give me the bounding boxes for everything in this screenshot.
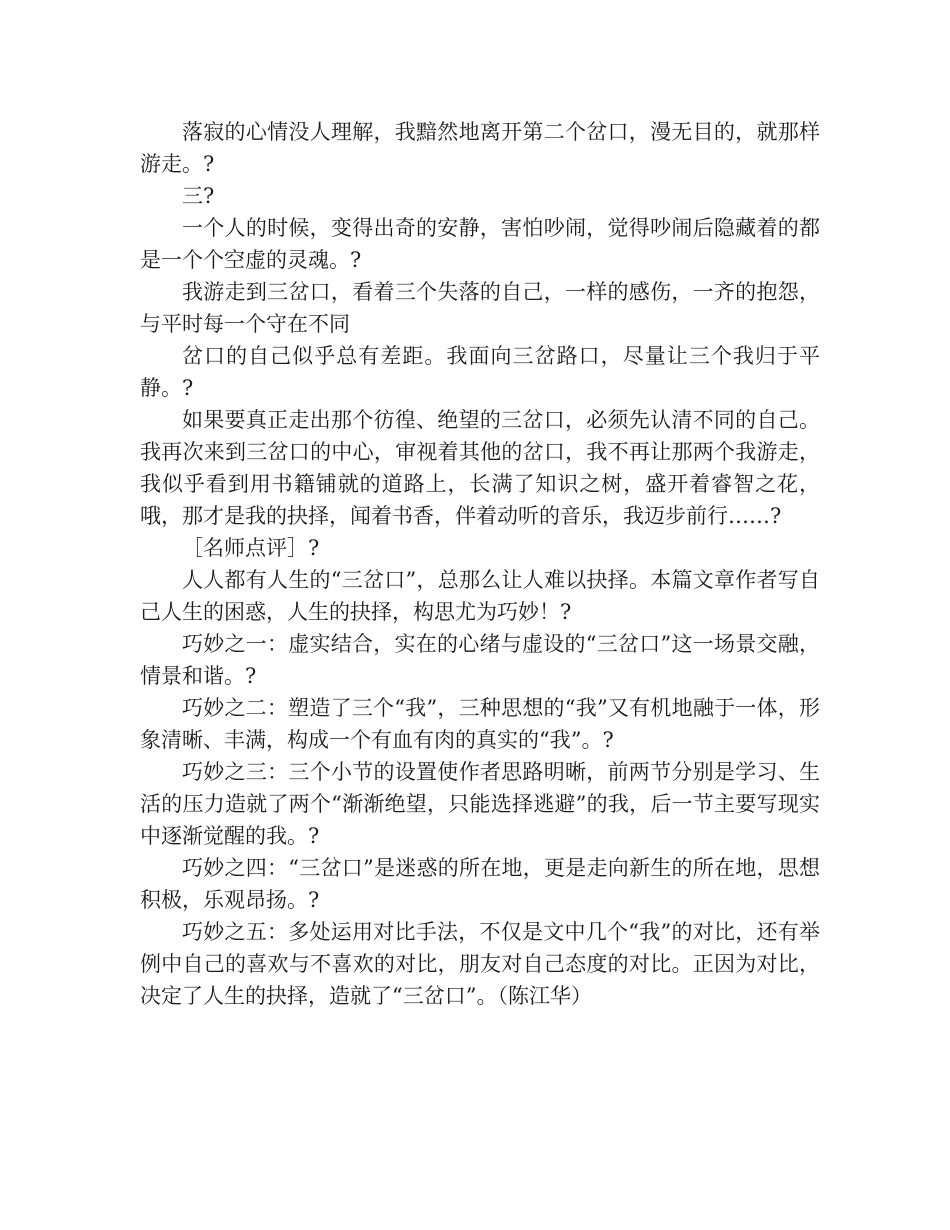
review-point-4: 巧妙之四：“三岔口”是迷惑的所在地，更是走向新生的所在地，思想积极，乐观昂扬。? [140,856,820,912]
paragraph-2: 一个人的时候，变得出奇的安静，害怕吵闹，觉得吵闹后隐藏着的都是一个个空虚的灵魂。? [140,216,820,272]
review-heading: ［名师点评］? [182,536,320,560]
paragraph-4: 岔口的自己似乎总有差距。我面向三岔路口，尽量让三个我归于平静。? [140,344,820,400]
review-point-2: 巧妙之二：塑造了三个“我”，三种思想的“我”又有机地融于一体，形象清晰、丰满，构成一个有血有肉的真实的“我”。? [140,696,820,752]
document-body [140,116,820,1012]
paragraph-5: 如果要真正走出那个彷徨、绝望的三岔口，必须先认清不同的自己。我再次来到三岔口的中心，审视着其他的岔口，我不再让那两个我游走，我似乎看到用书籍铺就的道路上，长满了知识之树，盛开着睿智之花，哦，那才是我的抉择，闻着书香，伴着动听的音乐，我迈步前行……? [140,408,820,528]
review-point-3: 巧妙之三：三个小节的设置使作者思路明晰，前两节分别是学习、生活的压力造就了两个“渐渐绝望，只能选择逃避”的我，后一节主要写现实中逐渐觉醒的我。? [140,760,820,848]
review-point-1: 巧妙之一：虚实结合，实在的心绪与虚设的“三岔口”这一场景交融，情景和谐。? [140,632,820,688]
paragraph-3: 我游走到三岔口，看着三个失落的自己，一样的感伤，一齐的抱怨，与平时每一个守在不同 [140,280,820,336]
review-point-5: 巧妙之五：多处运用对比手法，不仅是文中几个“我”的对比，还有举例中自己的喜欢与不喜欢的对比，朋友对自己态度的对比。正因为对比，决定了人生的抉择，造就了“三岔口”。（陈江华） [140,920,820,1008]
paragraph-1: 落寂的心情没人理解，我黯然地离开第二个岔口，漫无目的，就那样游走。? [140,120,820,176]
section-heading-3: 三? [182,184,215,208]
review-intro: 人人都有人生的“三岔口”，总那么让人难以抉择。本篇文章作者写自己人生的困惑，人生的抉择，构思尤为巧妙！? [140,568,820,624]
